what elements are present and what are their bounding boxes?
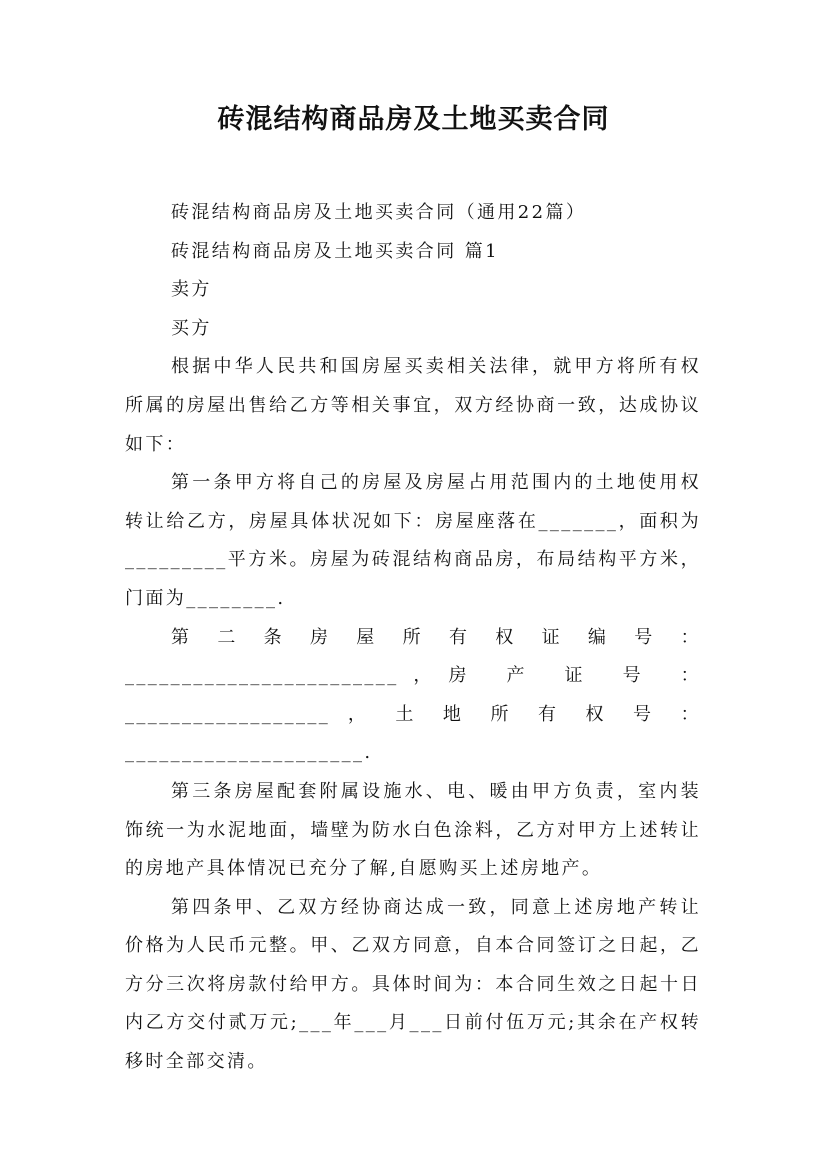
article-1-paragraph: 第一条甲方将自己的房屋及房屋占用范围内的土地使用权转让给乙方，房屋具体状况如下：房屋座落在_______，面积为_________平方米。房屋为砖混结构商品房，布局结构平方米，门面为________.: [125, 472, 701, 609]
section-heading: 砖混结构商品房及土地买卖合同 篇1: [171, 240, 499, 262]
preamble-paragraph: 根据中华人民共和国房屋买卖相关法律，就甲方将所有权所属的房屋出售给乙方等相关事宜，双方经协商一致，达成协议如下：: [125, 356, 701, 455]
document-subtitle: 砖混结构商品房及土地买卖合同（通用22篇）: [171, 202, 587, 223]
document-body: [125, 194, 701, 1082]
article-2-paragraph: 第二条房屋所有权证编号：________________________，房 产 证 号 ： __________________ ， 土 地 所 有 权 号 ：_____________________.: [125, 626, 701, 764]
buyer-label: 买方: [171, 317, 212, 339]
article-3-paragraph: 第三条房屋配套附属设施水、电、暖由甲方负责，室内装饰统一为水泥地面，墙壁为防水白色涂料，乙方对甲方上述转让的房地产具体情况已充分了解,自愿购买上述房地产。: [125, 780, 701, 880]
document-title: 砖混结构商品房及土地买卖合同: [217, 104, 610, 135]
seller-label: 卖方: [171, 279, 212, 301]
article-4-paragraph: 第四条甲、乙双方经协商达成一致，同意上述房地产转让价格为人民币元整。甲、乙双方同意，自本合同签订之日起，乙方分三次将房款付给甲方。具体时间为：本合同生效之日起十日内乙方交付贰万元;___年___月___日前付伍万元;其余在产权转移时全部交清。: [125, 896, 701, 1073]
